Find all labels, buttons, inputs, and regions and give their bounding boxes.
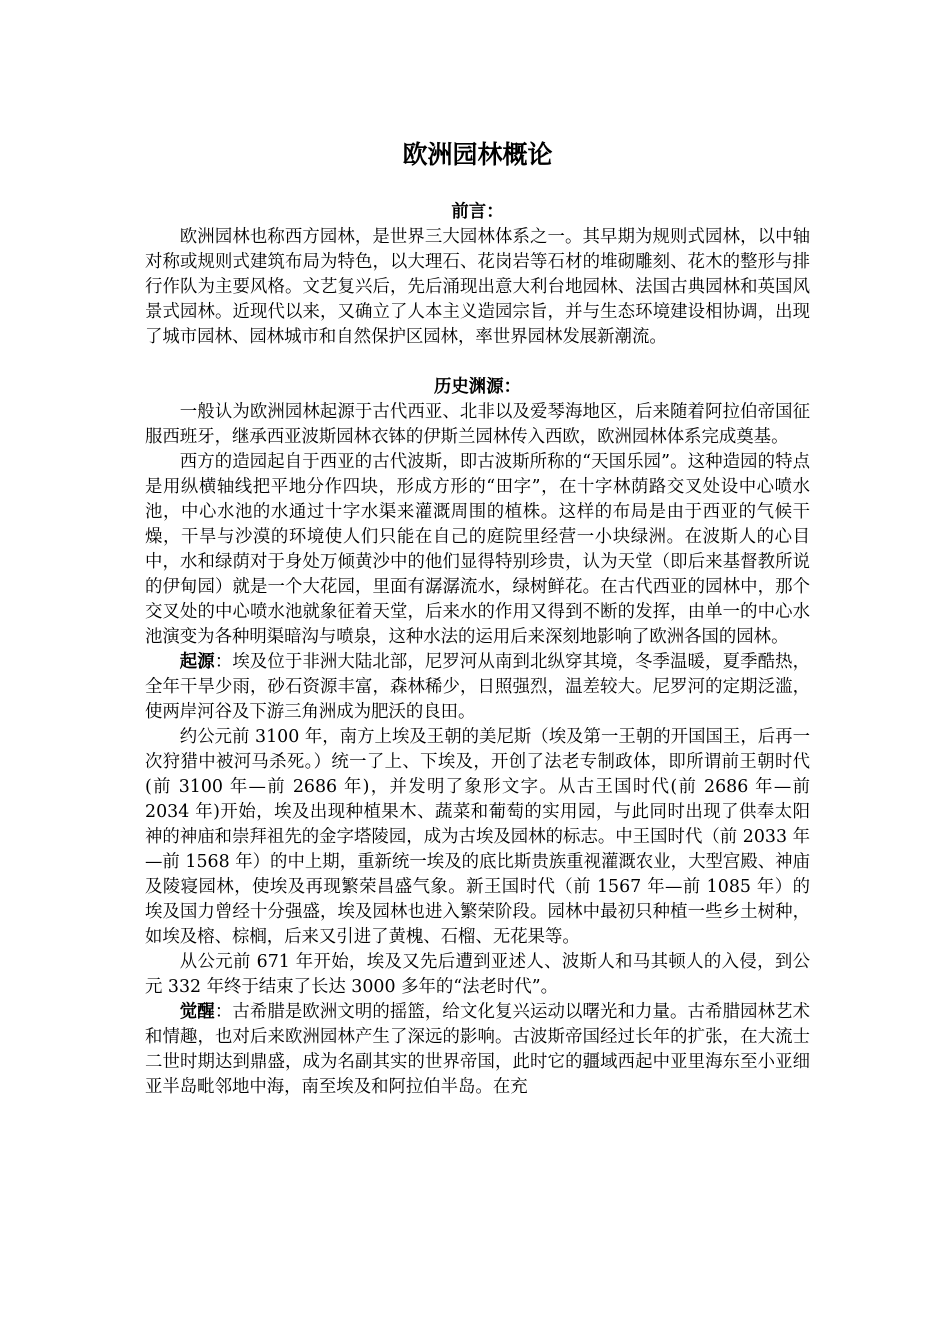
- history-heading: 历史渊源：: [434, 377, 521, 397]
- awakening-lead: 觉醒: [179, 1002, 215, 1022]
- document-page: [145, 130, 810, 1100]
- awakening-paragraph: [145, 1000, 810, 1100]
- origin-paragraph: [145, 650, 810, 725]
- document-title: 欧洲园林概论: [402, 140, 553, 169]
- history-paragraph-2: 西方的造园起自于西亚的古代波斯，即古波斯所称的“天国乐园”。这种造园的特点是用纵横轴线把平地分作四块，形成方形的“田字”，在十字林荫路交叉处设中心喷水池，中心水池的水通过十字水渠来灌溉周围的植株。这样的布局是由于西亚的气候干燥，干旱与沙漠的环境使人们只能在自己的庭院里经营一小块绿洲。在波斯人的心目中，水和绿荫对于身处万倾黄沙中的他们显得特别珍贵，认为天堂（即后来基督教所说的伊甸园）就是一个大花园，里面有潺潺流水，绿树鲜花。在古代西亚的园林中，那个交叉处的中心喷水池就象征着天堂，后来水的作用又得到不断的发挥，由单一的中心水池演变为各种明渠暗沟与喷泉，这种水法的运用后来深刻地影响了欧洲各国的园林。: [145, 452, 810, 647]
- preface-heading: 前言：: [451, 202, 504, 222]
- history-paragraph-1: 一般认为欧洲园林起源于古代西亚、北非以及爱琴海地区，后来随着阿拉伯帝国征服西班牙，继承西亚波斯园林衣钵的伊斯兰园林传入西欧，欧洲园林体系完成奠基。: [145, 402, 810, 447]
- origin-lead: 起源: [179, 652, 215, 672]
- pharaoh-end-paragraph: 从公元前 671 年开始，埃及又先后遭到亚述人、波斯人和马其顿人的入侵，到公元 332 年终于结束了长达 3000 多年的“法老时代”。: [145, 952, 810, 997]
- egypt-dynasties-paragraph: 约公元前 3100 年，南方上埃及王朝的美尼斯（埃及第一王朝的开国国王，后再一次狩猎中被河马杀死。）统一了上、下埃及，开创了法老专制政体，即所谓前王朝时代(前 3100 年—前 2686 年)，并发明了象形文字。从古王国时代(前 2686 年—前 2034 年)开始，埃及出现种植果木、蔬菜和葡萄的实用园，与此同时出现了供奉太阳神的神庙和崇拜祖先的金字塔陵园，成为古埃及园林的标志。中王国时代（前 2033 年—前 1568 年）的中上期，重新统一埃及的底比斯贵族重视灌溉农业，大型宫殿、神庙及陵寝园林，使埃及再现繁荣昌盛气象。新王国时代（前 1567 年—前 1085 年）的埃及国力曾经十分强盛，埃及园林也进入繁荣阶段。园林中最初只种植一些乡土树种，如埃及榕、棕榈，后来又引进了黄槐、石榴、无花果等。: [145, 727, 810, 947]
- preface-paragraph: 欧洲园林也称西方园林，是世界三大园林体系之一。其早期为规则式园林，以中轴对称或规则式建筑布局为特色，以大理石、花岗岩等石材的堆砌雕刻、花木的整形与排行作队为主要风格。文艺复兴后，先后涌现出意大利台地园林、法国古典园林和英国风景式园林。近现代以来，又确立了人本主义造园宗旨，并与生态环境建设相协调，出现了城市园林、园林城市和自然保护区园林，率世界园林发展新潮流。: [145, 227, 810, 347]
- awakening-text: ：古希腊是欧洲文明的摇篮，给文化复兴运动以曙光和力量。古希腊园林艺术和情趣，也对后来欧洲园林产生了深远的影响。古波斯帝国经过长年的扩张，在大流士二世时期达到鼎盛，成为名副其实的世界帝国，此时它的疆域西起中亚里海东至小亚细亚半岛毗邻地中海，南至埃及和阿拉伯半岛。在充: [145, 1002, 810, 1097]
- origin-text: ：埃及位于非洲大陆北部，尼罗河从南到北纵穿其境，冬季温暖，夏季酷热，全年干旱少雨，砂石资源丰富，森林稀少，日照强烈，温差较大。尼罗河的定期泛滥，使两岸河谷及下游三角洲成为肥沃的良田。: [145, 652, 810, 722]
